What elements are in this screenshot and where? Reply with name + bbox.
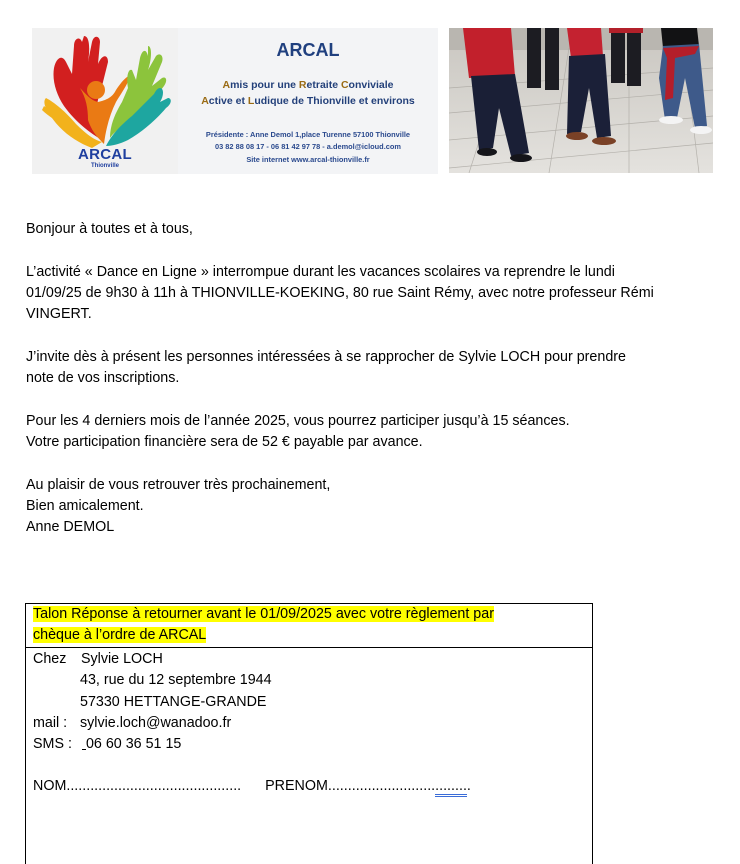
sms-row	[33, 734, 592, 755]
banner-tagline-line1	[178, 79, 438, 91]
reply-slip	[25, 603, 593, 864]
dance-photo	[449, 28, 713, 173]
reply-slip-title-line2: chèque à l’ordre de ARCAL	[33, 627, 207, 644]
tagline-text: ctive et	[208, 95, 248, 107]
address-line1: 43, rue du 12 septembre 1944	[80, 672, 272, 689]
prenom-label: PRENOM	[265, 778, 328, 795]
sms-label: SMS :	[33, 736, 72, 753]
closing-line: Au plaisir de vous retrouver très prochainement,	[26, 476, 331, 493]
chez-label: Chez	[33, 651, 67, 667]
tagline-accent-letter: A	[201, 95, 209, 107]
logo-subtitle: Thionville	[90, 163, 119, 169]
banner-title: ARCAL	[276, 40, 340, 60]
prenom-field[interactable]: ...........................	[327, 778, 436, 795]
paragraph-invite-line1: J’invite dès à présent les personnes intéressées à se rapprocher de Sylvie LOCH pour prendre	[26, 348, 626, 365]
tagline-accent-letter: A	[222, 79, 231, 91]
dancers-photo-illustration	[449, 28, 713, 173]
sms-value: 06 60 36 51 15	[85, 736, 182, 753]
arcal-banner	[32, 28, 438, 174]
tagline-text: onviviale	[348, 79, 394, 91]
arcal-logo	[32, 28, 178, 174]
tagline-text: udique de Thionville et environs	[254, 95, 415, 107]
tagline-text: etraite	[306, 79, 341, 91]
recipient-row	[33, 649, 592, 670]
address-line2: 57330 HETTANGE-GRANDE	[80, 693, 267, 710]
reply-slip-title-line1: Talon Réponse à retourner avant le 01/09/2025 avec votre règlement par	[33, 606, 494, 622]
mail-value[interactable]: sylvie.loch@wanadoo.fr	[80, 714, 232, 731]
closing-regards: Bien amicalement.	[26, 497, 144, 514]
name-fields-row: NOM............................................ PRENOM....................................	[33, 776, 592, 797]
banner-phone-email: 03 82 88 08 17 - 06 81 42 97 78 - a.demol@icloud.com	[215, 142, 401, 151]
grammar-mark: ........	[435, 778, 467, 797]
paragraph-invite-line2: note de vos inscriptions.	[26, 370, 180, 387]
paragraph-sessions: Pour les 4 derniers mois de l’année 2025, vous pourrez participer jusqu’à 15 séances.	[26, 412, 570, 429]
banner-text	[178, 28, 438, 174]
reply-slip-header	[26, 604, 592, 648]
tagline-accent-letter: R	[298, 79, 307, 91]
banner-website: Site internet www.arcal-thionville.fr	[246, 155, 370, 164]
logo-wordmark: ARCAL	[78, 146, 132, 163]
tagline-accent-letter: L	[247, 95, 255, 107]
paragraph-fee: Votre participation financière sera de 52 € payable par avance.	[26, 433, 423, 450]
paragraph-activity-line3: VINGERT.	[26, 306, 92, 323]
nom-field[interactable]: ............................................	[66, 778, 242, 795]
mail-row	[33, 713, 592, 734]
recipient-name: Sylvie LOCH	[81, 651, 163, 667]
tagline-text: mis pour une	[230, 79, 299, 91]
tagline-accent-letter: C	[340, 79, 349, 91]
paragraph-activity-line2: 01/09/25 de 9h30 à 11h à THIONVILLE-KOEKING, 80 rue Saint Rémy, avec notre professeur Rémi	[26, 284, 654, 301]
paragraph-activity-line1: L’activité « Dance en Ligne » interrompue durant les vacances scolaires va reprendre le lundi	[26, 263, 615, 280]
mail-label: mail :	[33, 714, 68, 731]
banner-tagline-line2	[178, 95, 438, 107]
greeting: Bonjour à toutes et à tous,	[26, 221, 193, 237]
letter-body	[26, 219, 726, 538]
reply-slip-body	[26, 648, 592, 798]
banner-president-address: Présidente : Anne Demol 1,place Turenne 57100 Thionville	[205, 130, 411, 139]
nom-label: NOM	[33, 778, 67, 795]
signature: Anne DEMOL	[26, 519, 115, 536]
